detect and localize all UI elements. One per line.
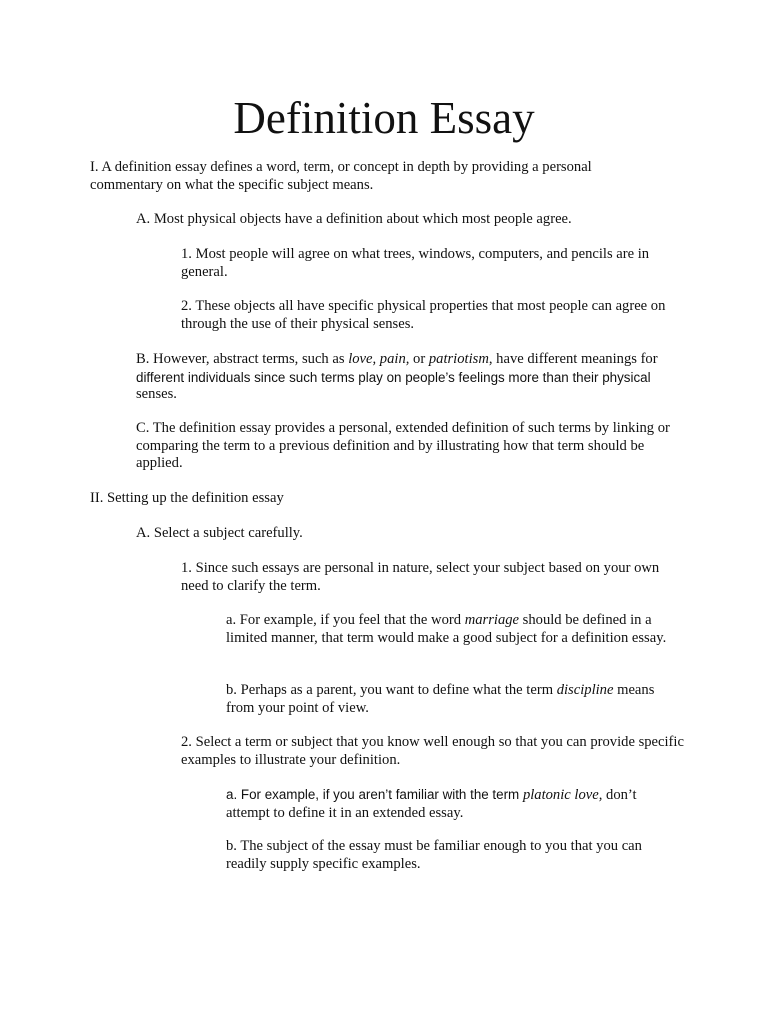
section-ii-a-1-a-term: marriage xyxy=(464,612,520,628)
section-ii-a: A. Select a subject carefully. xyxy=(136,525,303,541)
section-i-b-term-1: love, pain, xyxy=(348,351,410,367)
section-i-b-line-2: different individuals since such terms play on people’s feelings more than their physical xyxy=(136,369,651,385)
section-ii-a-1-b-text-1: b. Perhaps as a parent, you want to define what the term xyxy=(226,682,557,698)
section-i-b-line-3: senses. xyxy=(136,386,177,403)
section-ii-a-2-a-text-2: don’t xyxy=(602,787,637,803)
section-ii-a-1-b xyxy=(226,682,686,717)
section-ii-a-1-b-text-2: means from your point of view. xyxy=(226,682,655,716)
page-title: Definition Essay xyxy=(233,93,535,143)
section-i-a: A. Most physical objects have a definition about which most people agree. xyxy=(136,211,572,227)
section-i-b-text-3: , have different meanings for xyxy=(488,351,658,367)
section-ii-a-2-a-line-2: attempt to define it in an extended essay. xyxy=(226,804,464,821)
section-ii-a-1-a-text-2: should be defined in a limited manner, that term would make a good subject for a definition essay. xyxy=(226,612,667,646)
section-ii-a-2-a-term: platonic love, xyxy=(522,787,603,803)
section-i-b-text-2: or xyxy=(409,351,429,367)
section-i-a-1: 1. Most people will agree on what trees, windows, computers, and pencils are in general. xyxy=(181,246,650,280)
section-ii-a-1-b-term: discipline xyxy=(556,682,614,698)
section-ii-heading: II. Setting up the definition essay xyxy=(90,490,284,506)
section-ii-a-1-a xyxy=(226,612,686,647)
section-ii-a-2-b: b. The subject of the essay must be familiar enough to you that you can readily supply specific examples. xyxy=(226,838,642,872)
section-i-intro: I. A definition essay defines a word, term, or concept in depth by providing a personal commentary on what the specific subject means. xyxy=(90,159,592,193)
section-i-b-term-2: patriotism xyxy=(428,351,489,367)
section-ii-a-2-a-text-1: a. For example, if you aren’t familiar with the term xyxy=(226,787,523,802)
section-ii-a-1: 1. Since such essays are personal in nature, select your subject based on your own need to clarify the term. xyxy=(181,560,660,594)
section-ii-a-2: 2. Select a term or subject that you know well enough so that you can provide specific examples to illustrate your definition. xyxy=(181,734,684,768)
section-ii-a-1-a-text-1: a. For example, if you feel that the word xyxy=(226,612,465,628)
section-i-a-2: 2. These objects all have specific physical properties that most people can agree on through the use of their physical senses. xyxy=(181,298,666,332)
section-i-b xyxy=(136,351,684,404)
section-ii-a-2-a xyxy=(226,786,686,822)
section-ii-a-2-a-line-1 xyxy=(226,786,686,805)
section-i-b-text-1: B. However, abstract terms, such as xyxy=(136,351,349,367)
section-i-c: C. The definition essay provides a personal, extended definition of such terms by linking or comparing the term to a previous definition and by illustrating how that term should be applied. xyxy=(136,420,670,472)
section-i-b-line-1 xyxy=(136,351,684,369)
